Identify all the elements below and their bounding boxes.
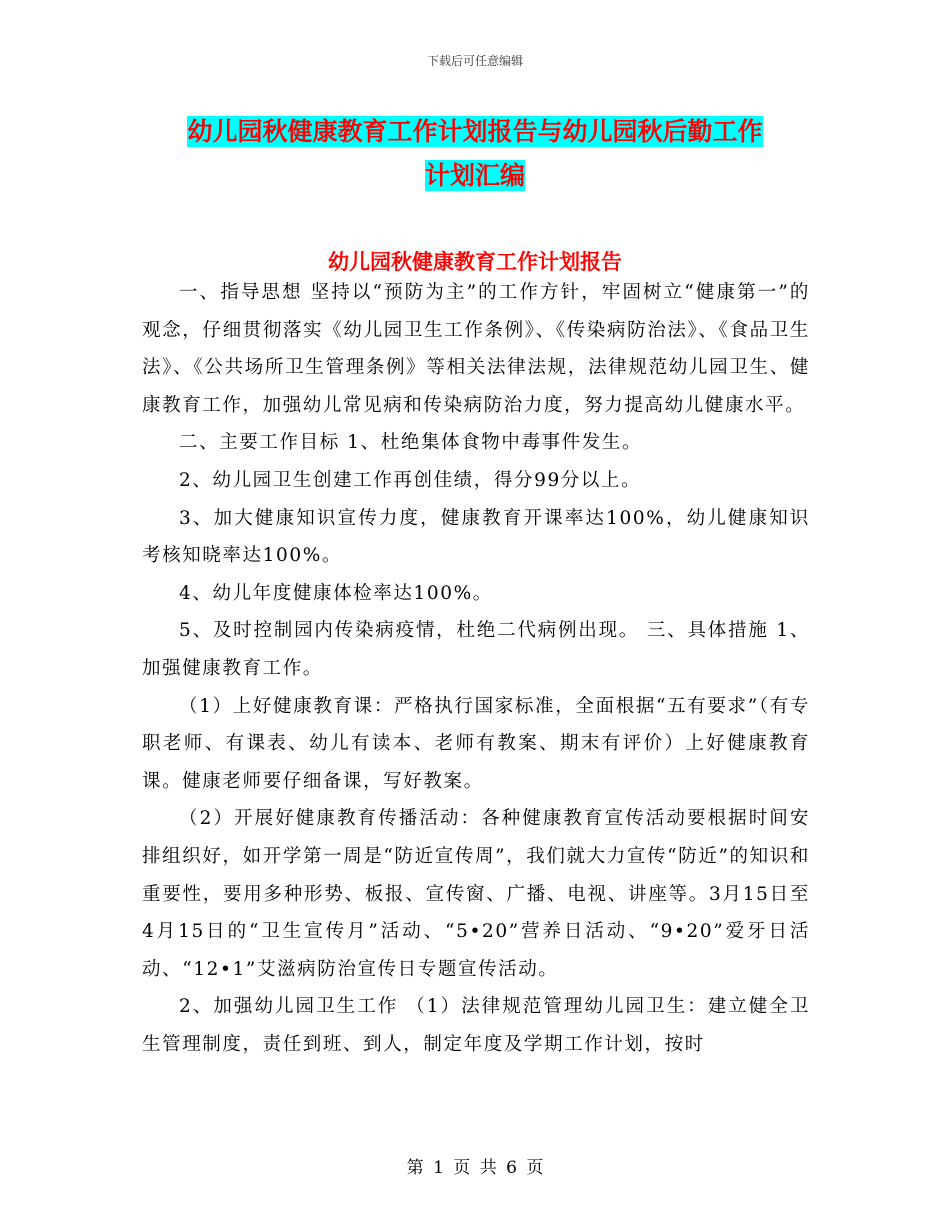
paragraph: 4、幼儿年度健康体检率达100%。 [179,582,493,604]
document-title [0,110,950,198]
title-line-2: 计划汇编 [424,161,525,190]
paragraph: 3、加大健康知识宣传力度，健康教育开课率达100%，幼儿健康知识考核知晓率达100%。 [142,507,810,567]
paragraph: 2、加强幼儿园卫生工作 （1）法律规范管理幼儿园卫生：建立健全卫生管理制度，责任到班、到人，制定年度及学期工作计划，按时 [142,996,810,1055]
paragraph: （1）上好健康教育课：严格执行国家标准，全面根据“五有要求”（有专职老师、有课表、幼儿有读本、老师有教案、期末有评价）上好健康教育课。健康老师要仔细备课，写好教案。 [142,695,810,792]
paragraph: 二、主要工作目标 1、杜绝集体食物中毒事件发生。 [179,432,643,454]
paragraph: （2）开展好健康教育传播活动：各种健康教育宣传活动要根据时间安排组织好，如开学第一周是“防近宣传周”，我们就大力宣传“防近”的知识和重要性，要用多种形势、板报、宣传窗、广播、电视、讲座等。3月15日至4月15日的“卫生宣传月”活动、“5•20”营养日活动、“9•20”爱牙日活动、“12•1”艾滋病防治宣传日专题宣传活动。 [142,808,810,980]
header-note: 下载后可任意编辑 [426,54,523,68]
section-title: 幼儿园秋健康教育工作计划报告 [328,250,622,274]
page-footer: 第 1 页 共 6 页 [406,1158,544,1178]
paragraph: 2、幼儿园卫生创建工作再创佳绩，得分99分以上。 [179,469,642,491]
title-line-1: 幼儿园秋健康教育工作计划报告与幼儿园秋后勤工作 [187,117,763,146]
paragraph: 5、及时控制园内传染病疫情，杜绝二代病例出现。 三、具体措施 1、加强健康教育工作。 [142,620,810,679]
body-text [142,274,810,1063]
paragraph: 一、指导思想 坚持以“预防为主”的工作方针，牢固树立“健康第一”的观念，仔细贯彻落实《幼儿园卫生工作条例》、《传染病防治法》、《食品卫生法》、《公共场所卫生管理条例》等相关法律法规，法律规范幼儿园卫生、健康教育工作，加强幼儿常见病和传染病防治力度，努力提高幼儿健康水平。 [142,282,810,416]
